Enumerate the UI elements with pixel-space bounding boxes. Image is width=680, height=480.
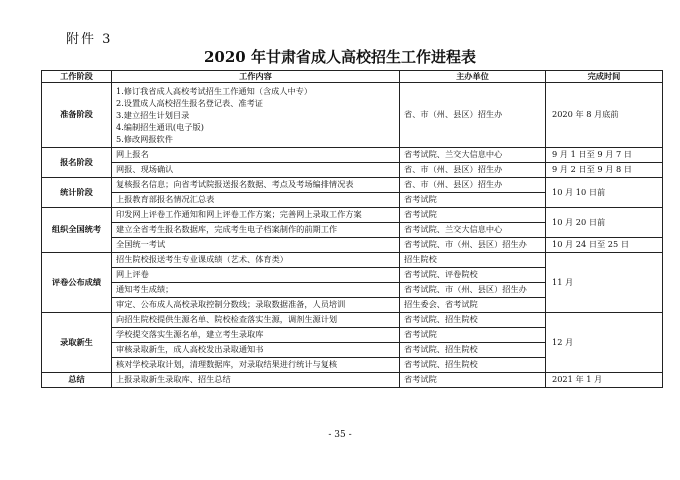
row-content: 建立全省考生报名数据库，完成考生电子档案制作的前期工作 (112, 223, 400, 238)
stage-prep: 准备阶段 (42, 83, 112, 148)
table-row (42, 313, 663, 328)
row-unit: 省、市（州、县区）招生办 (400, 163, 546, 178)
header-stage: 工作阶段 (42, 71, 112, 83)
table-row (42, 148, 663, 163)
stats-time: 10 月 10 日前 (546, 178, 663, 208)
row-unit: 省考试院 (400, 373, 546, 388)
row-content: 网上报名 (112, 148, 400, 163)
row-time: 9 月 1 日至 9 月 7 日 (546, 148, 663, 163)
table-row (42, 238, 663, 253)
table-row (42, 208, 663, 223)
header-content: 工作内容 (112, 71, 400, 83)
stage-signup: 报名阶段 (42, 148, 112, 178)
table-row (42, 83, 663, 148)
table-row (42, 253, 663, 268)
row-unit: 省考试院 (400, 193, 546, 208)
schedule-table (41, 70, 663, 388)
header-time: 完成时间 (546, 71, 663, 83)
row-content: 审核录取新生，成人高校发出录取通知书 (112, 343, 400, 358)
stage-stats: 统计阶段 (42, 178, 112, 208)
row-unit: 省考试院、兰交大信息中心 (400, 148, 546, 163)
row-unit: 省考试院、市（州、县区）招生办 (400, 283, 546, 298)
admission-time: 12 月 (546, 313, 663, 373)
row-unit: 省考试院、市（州、县区）招生办 (400, 238, 546, 253)
table-row (42, 178, 663, 193)
row-content: 通知考生成绩； (112, 283, 400, 298)
grading-time: 11 月 (546, 253, 663, 313)
prep-item: 4.编制招生通讯(电子版) (116, 122, 204, 132)
prep-item: 5.修改网报软件 (116, 134, 173, 144)
exam-time-b: 10 月 24 日至 25 日 (546, 238, 663, 253)
table-row (42, 373, 663, 388)
attachment-label: 附件 3 (66, 32, 113, 47)
row-content: 核对学校录取计划，清理数据库，对录取结果进行统计与复核 (112, 358, 400, 373)
stage-admission: 录取新生 (42, 313, 112, 373)
row-content: 上报录取新生录取库、招生总结 (112, 373, 400, 388)
row-unit: 招生院校 (400, 253, 546, 268)
row-content: 向招生院校提供生源名单、院校检查落实生源，调剂生源计划 (112, 313, 400, 328)
row-content: 网上评卷 (112, 268, 400, 283)
row-unit: 招生委会、省考试院 (400, 298, 546, 313)
row-time: 9 月 2 日至 9 月 8 日 (546, 163, 663, 178)
row-content: 复核报名信息；向省考试院报送报名数据、考点及考场编排情况表 (112, 178, 400, 193)
row-content: 审定、公布成人高校录取控制分数线；录取数据准备，人员培训 (112, 298, 400, 313)
prep-unit: 省、市（州、县区）招生办 (400, 83, 546, 148)
stage-exam: 组织全国统考 (42, 208, 112, 253)
row-unit: 省考试院、招生院校 (400, 313, 546, 328)
row-content: 招生院校报送考生专业课成绩（艺术、体育类） (112, 253, 400, 268)
row-content: 全国统一考试 (112, 238, 400, 253)
prep-time: 2020 年 8 月底前 (546, 83, 663, 148)
header-unit: 主办单位 (400, 71, 546, 83)
row-content: 印发网上评卷工作通知和网上评卷工作方案；完善网上录取工作方案 (112, 208, 400, 223)
row-unit: 省考试院 (400, 328, 546, 343)
row-unit: 省考试院 (400, 208, 546, 223)
row-unit: 省考试院、兰交大信息中心 (400, 223, 546, 238)
prep-item: 2.设置成人高校招生报名登记表、准考证 (116, 98, 263, 108)
row-content: 上报教育部报名情况汇总表 (112, 193, 400, 208)
row-content: 学校提交落实生源名单，建立考生录取库 (112, 328, 400, 343)
prep-item: 1.修订我省成人高校考试招生工作通知（含成人中专） (116, 86, 313, 96)
prep-item: 3.建立招生计划目录 (116, 110, 190, 120)
stage-grading: 评卷公布成绩 (42, 253, 112, 313)
document-title: 2020 年甘肃省成人高校招生工作进程表 (204, 48, 476, 66)
exam-time-a: 10 月 20 日前 (546, 208, 663, 238)
row-time: 2021 年 1 月 (546, 373, 663, 388)
page-number: - 35 - (328, 430, 352, 440)
row-unit: 省考试院、招生院校 (400, 343, 546, 358)
row-unit: 省考试院、评卷院校 (400, 268, 546, 283)
table-header-row (42, 71, 663, 83)
row-unit: 省、市（州、县区）招生办 (400, 178, 546, 193)
prep-content (112, 83, 400, 148)
stage-summary: 总结 (42, 373, 112, 388)
table-row (42, 163, 663, 178)
row-content: 网报、现场确认 (112, 163, 400, 178)
row-unit: 省考试院、招生院校 (400, 358, 546, 373)
